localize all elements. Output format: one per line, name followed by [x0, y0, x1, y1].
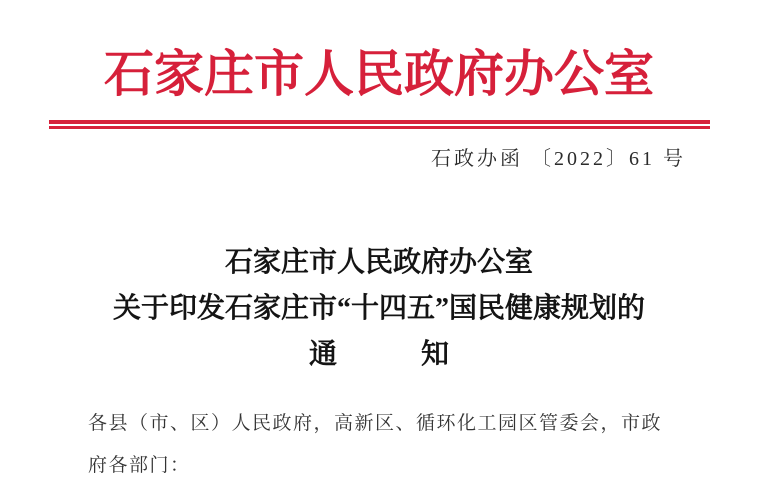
document-title-line-1: 石家庄市人民政府办公室 [224, 247, 533, 278]
addressee-line-1: 各县（市、区）人民政府，高新区、循环化工园区管委会，市政 [88, 413, 663, 434]
document-reference-number: 石政办函 〔2022〕61 号 [431, 148, 686, 170]
rule-thin-line [49, 126, 710, 129]
document-title-line-2: 关于印发石家庄市“十四五”国民健康规划的 [112, 293, 645, 324]
addressee-line-2: 府各部门： [88, 455, 191, 476]
letterhead-org-name: 石家庄市人民政府办公室 [104, 46, 654, 102]
rule-thick-line [49, 120, 710, 124]
letterhead-double-rule [49, 120, 710, 129]
document-title [0, 240, 758, 378]
document-body [88, 403, 688, 481]
document-title-line-3: 通 知 [308, 339, 449, 370]
